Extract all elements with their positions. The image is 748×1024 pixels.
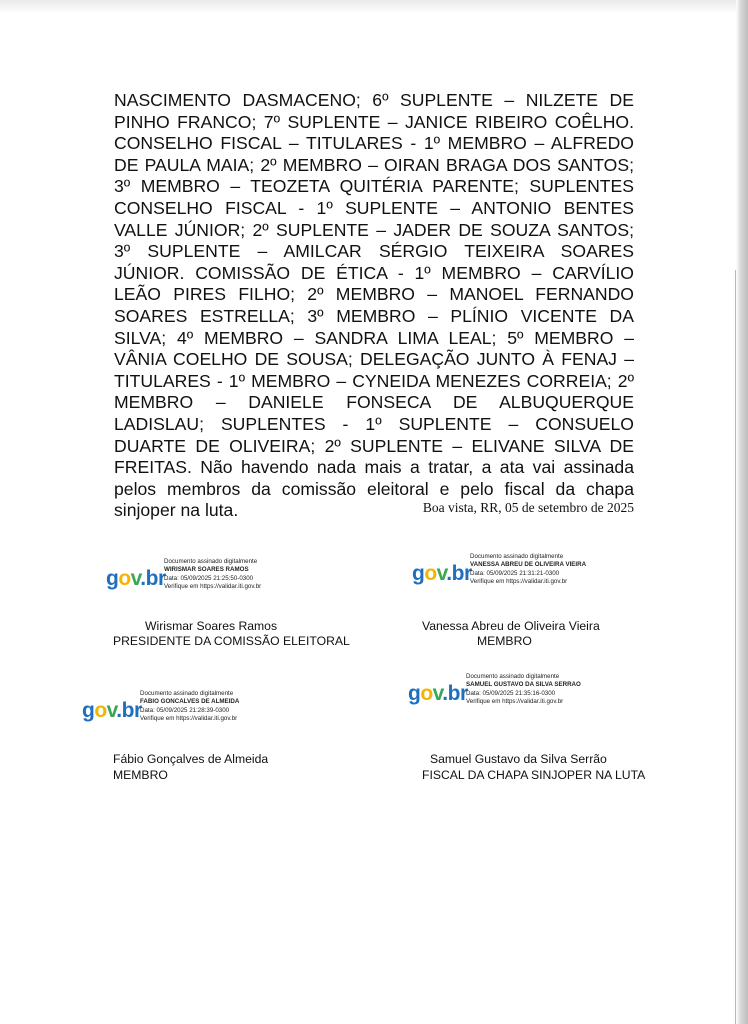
page-top-shadow: [0, 0, 748, 14]
seal-date: Data: 05/09/2025 21:35:16-0300: [466, 689, 556, 697]
gov-br-seal-3: [82, 690, 282, 740]
signer-role-3: MEMBRO: [113, 768, 168, 782]
signer-name-3: Fábio Gonçalves de Almeida: [113, 752, 269, 766]
seal-info: [164, 558, 261, 591]
signer-role-1: PRESIDENTE DA COMISSÃO ELEITORAL: [113, 634, 350, 648]
seal-date: Data: 05/09/2025 21:31:21-0300: [470, 569, 560, 577]
seal-header: Documento assinado digitalmente: [140, 690, 234, 697]
gov-br-seal-4: [408, 673, 608, 723]
seal-header: Documento assinado digitalmente: [164, 558, 258, 565]
gov-br-seal-2: [412, 553, 612, 603]
minutes-paragraph: NASCIMENTO DASMACENO; 6º SUPLENTE – NILZETE DE PINHO FRANCO; 7º SUPLENTE – JANICE RIBEIRO COÊLHO. CONSELHO FISCAL – TITULARES - 1º MEMBRO – ALFREDO DE PAULA MAIA; 2º MEMBRO – OIRAN BRAGA DOS SANTOS; 3º MEMBRO – TEOZETA QUITÉRIA PARENTE; SUPLENTES CONSELHO FISCAL - 1º SUPLENTE – ANTONIO BENTES VALLE JÚNIOR; 2º SUPLENTE – JADER DE SOUZA SANTOS; 3º SUPLENTE – AMILCAR SÉRGIO TEIXEIRA SOARES JÚNIOR. COMISSÃO DE ÉTICA - 1º MEMBRO – CARVÍLIO LEÃO PIRES FILHO; 2º MEMBRO – MANOEL FERNANDO SOARES ESTRELLA; 3º MEMBRO – PLÍNIO VICENTE DA SILVA; 4º MEMBRO – SANDRA LIMA LEAL; 5º MEMBRO – VÂNIA COELHO DE SOUSA; DELEGAÇÃO JUNTO À FENAJ – TITULARES - 1º MEMBRO – CYNEIDA MENEZES CORREIA; 2º MEMBRO – DANIELE FONSECA DE ALBUQUERQUE LADISLAU; SUPLENTES - 1º SUPLENTE – CONSUELO DUARTE DE OLIVEIRA; 2º SUPLENTE – ELIVANE SILVA DE FREITAS. Não havendo nada mais a tratar, a ata vai assinada pelos membros da comissão eleitoral e pelo fiscal da chapa sinjoper na luta.: [114, 90, 634, 521]
seal-signer: VANESSA ABREU DE OLIVEIRA VIEIRA: [470, 561, 587, 569]
gov-br-seal-1: [106, 558, 306, 608]
seal-date: Data: 05/09/2025 21:28:39-0300: [140, 706, 230, 714]
seal-info: [140, 690, 239, 723]
signer-role-2: MEMBRO: [477, 634, 532, 648]
seal-signer: WIRISMAR SOARES RAMOS: [164, 566, 249, 574]
seal-info: [466, 673, 581, 706]
seal-header: Documento assinado digitalmente: [470, 553, 564, 560]
signer-role-4: FISCAL DA CHAPA SINJOPER NA LUTA: [422, 768, 646, 782]
seal-signer: FABIO GONCALVES DE ALMEIDA: [140, 698, 240, 706]
gov-br-logo: gov.br: [82, 699, 142, 722]
signer-name-1: Wirismar Soares Ramos: [145, 619, 278, 633]
gov-br-logo: gov.br: [106, 567, 166, 590]
gov-br-logo: gov.br: [408, 682, 468, 705]
seal-verify: Verifique em https://validar.iti.gov.br: [466, 697, 564, 705]
gov-br-logo: gov.br: [412, 562, 472, 585]
seal-date: Data: 05/09/2025 21:25:50-0300: [164, 574, 254, 582]
page-edge-line: [735, 270, 736, 1024]
seal-verify: Verifique em https://validar.iti.gov.br: [470, 577, 568, 585]
signer-name-2: Vanessa Abreu de Oliveira Vieira: [422, 619, 600, 633]
seal-signer: SAMUEL GUSTAVO DA SILVA SERRAO: [466, 681, 581, 689]
signer-name-4: Samuel Gustavo da Silva Serrão: [430, 752, 607, 766]
seal-verify: Verifique em https://validar.iti.gov.br: [140, 714, 238, 722]
seal-header: Documento assinado digitalmente: [466, 673, 560, 680]
page-right-edge: [736, 0, 748, 1024]
place-date: Boa vista, RR, 05 de setembro de 2025: [422, 500, 634, 515]
seal-verify: Verifique em https://validar.iti.gov.br: [164, 582, 262, 590]
seal-info: [470, 553, 586, 586]
